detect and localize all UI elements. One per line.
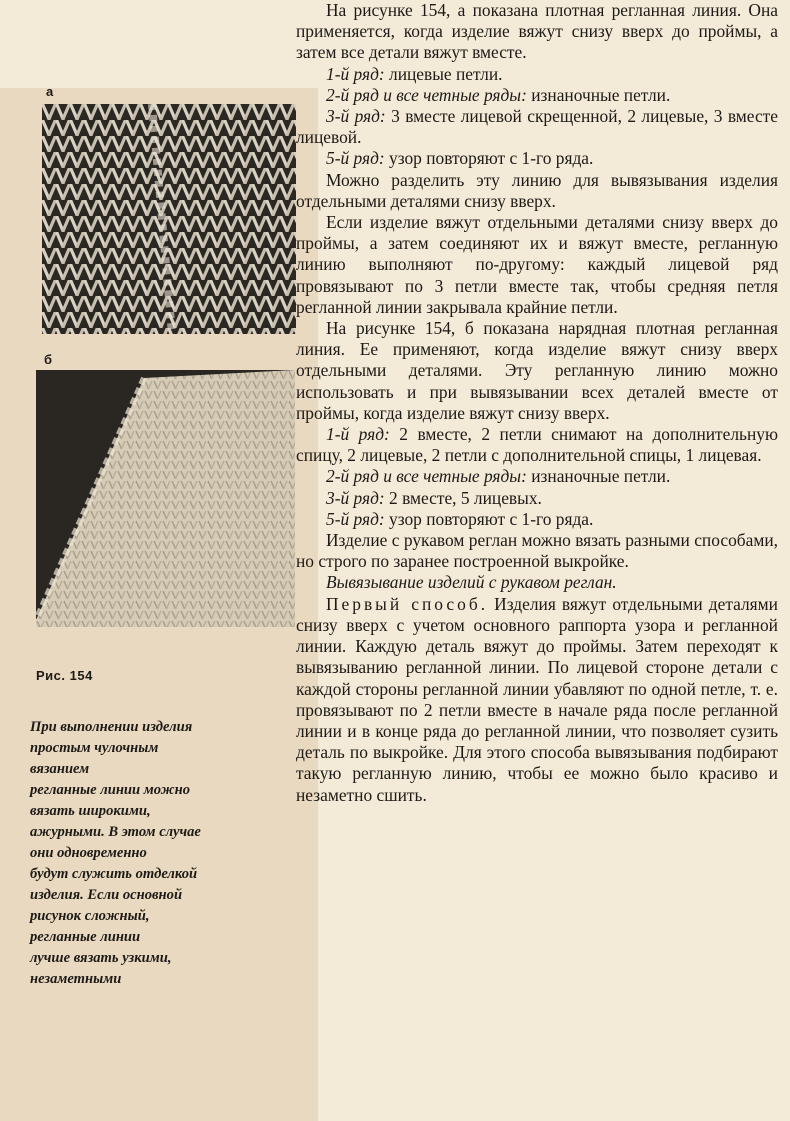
- row-b2: [296, 466, 778, 487]
- row-label: 1-й ряд:: [326, 424, 390, 445]
- row-b5: [296, 509, 778, 530]
- row-label: 3-й ряд:: [326, 106, 386, 127]
- paragraph-figure-b: На рисунке 154, б показана нарядная плотная регланная линия. Ее применяют, когда изделие вяжут снизу вверх отдельными деталями. Эту регланную линию можно использовать и при вывязывании всех деталей вместе от проймы, когда изделие вяжут снизу вверх.: [296, 318, 778, 423]
- row-5: [296, 148, 778, 169]
- row-text: лицевые петли.: [384, 63, 503, 84]
- row-text: 3 вместе лицевой скрещенной, 2 лицевые, 3 вместе лицевой.: [296, 106, 778, 148]
- row-label: 5-й ряд:: [326, 508, 385, 529]
- figure-label-b: б: [44, 352, 53, 367]
- row-label: 2-й ряд и все четные ряды:: [326, 466, 527, 487]
- sidenote: [30, 717, 292, 990]
- knit-photo-b: [36, 370, 295, 627]
- row-1: [296, 64, 778, 85]
- main-text: [296, 0, 778, 806]
- sidenote-line: вязанием: [30, 761, 90, 777]
- row-label: 1-й ряд:: [326, 63, 385, 84]
- row-text: изнаночные петли.: [526, 466, 671, 487]
- figure-caption: Рис. 154: [36, 668, 93, 683]
- knit-photo-a: [42, 104, 296, 334]
- paragraph-sleeve: Изделие с рукавом реглан можно вязать разными способами, но строго по заранее построенной выкройке.: [296, 530, 778, 572]
- row-label: 3-й ряд:: [326, 487, 385, 508]
- row-label: 2-й ряд и все четные ряды:: [326, 84, 527, 105]
- row-text: 2 вместе, 2 петли снимают на дополнительную спицу, 2 лицевые, 2 петли с дополнительной спицы, 1 лицевая.: [296, 424, 778, 466]
- sidenote-line: простым чулочным: [30, 740, 159, 756]
- row-text: 2 вместе, 5 лицевых.: [384, 487, 542, 508]
- row-3: [296, 106, 778, 148]
- sidenote-line: лучше вязать узкими,: [30, 950, 172, 966]
- sidenote-line: вязать широкими,: [30, 803, 151, 819]
- row-text: узор повторяют с 1-го ряда.: [384, 508, 594, 529]
- row-b1: [296, 424, 778, 466]
- sidenote-line: незаметными: [30, 971, 122, 987]
- paragraph-divide: Можно разделить эту линию для вывязывания изделия отдельными деталями снизу вверх.: [296, 169, 778, 211]
- row-2: [296, 85, 778, 106]
- method-label: Первый способ.: [326, 593, 489, 614]
- figure-label-a: а: [46, 84, 54, 99]
- row-label: 5-й ряд:: [326, 148, 385, 169]
- sidenote-line: изделия. Если основной: [30, 887, 183, 903]
- sidenote-line: они одновременно: [30, 845, 147, 861]
- sidenote-line: будут служить отделкой: [30, 866, 198, 882]
- sidenote-line: регланные линии: [30, 929, 141, 945]
- sidenote-line: При выполнении изделия: [30, 719, 193, 735]
- method-text: Изделия вяжут отдельными деталями снизу вверх с учетом основного раппорта узора и регланной линии. Каждую деталь вяжут до проймы. Затем переходят к вывязыванию регланной линии. По лицевой стороне детали с каждой стороны регланной линии убавляют по одной петле, т. е. провязывают по 2 петли вместе в начале ряда после регланной линии и в конце ряда до регланной линии, что позволяет сузить деталь по выкройке. Для этого способа вывязывания подбирают такую регланную линию, чтобы ее можно было красиво и незаметно сшить.: [296, 593, 778, 805]
- paragraph-separate: Если изделие вяжут отдельными деталями снизу вверх до проймы, а затем соединяют их и вяжут вместе, регланную линию выполняют по-другому: каждый лицевой ряд провязывают по 3 петли вместе так, чтобы средняя петля регланной линии закрывала крайние петли.: [296, 212, 778, 317]
- sidenote-line: регланные линии можно: [30, 782, 191, 798]
- paragraph-method: [296, 594, 778, 806]
- section-title: Вывязывание изделий с рукавом реглан.: [326, 572, 617, 593]
- paragraph-intro: На рисунке 154, а показана плотная регланная линия. Она применяется, когда изделие вяжут снизу вверх до проймы, а затем все детали вяжут вместе.: [296, 0, 778, 63]
- row-text: изнаночные петли.: [526, 84, 671, 105]
- row-b3: [296, 488, 778, 509]
- sidenote-line: ажурными. В этом случае: [30, 824, 201, 840]
- row-text: узор повторяют с 1-го ряда.: [384, 148, 594, 169]
- sidenote-line: рисунок сложный,: [30, 908, 150, 924]
